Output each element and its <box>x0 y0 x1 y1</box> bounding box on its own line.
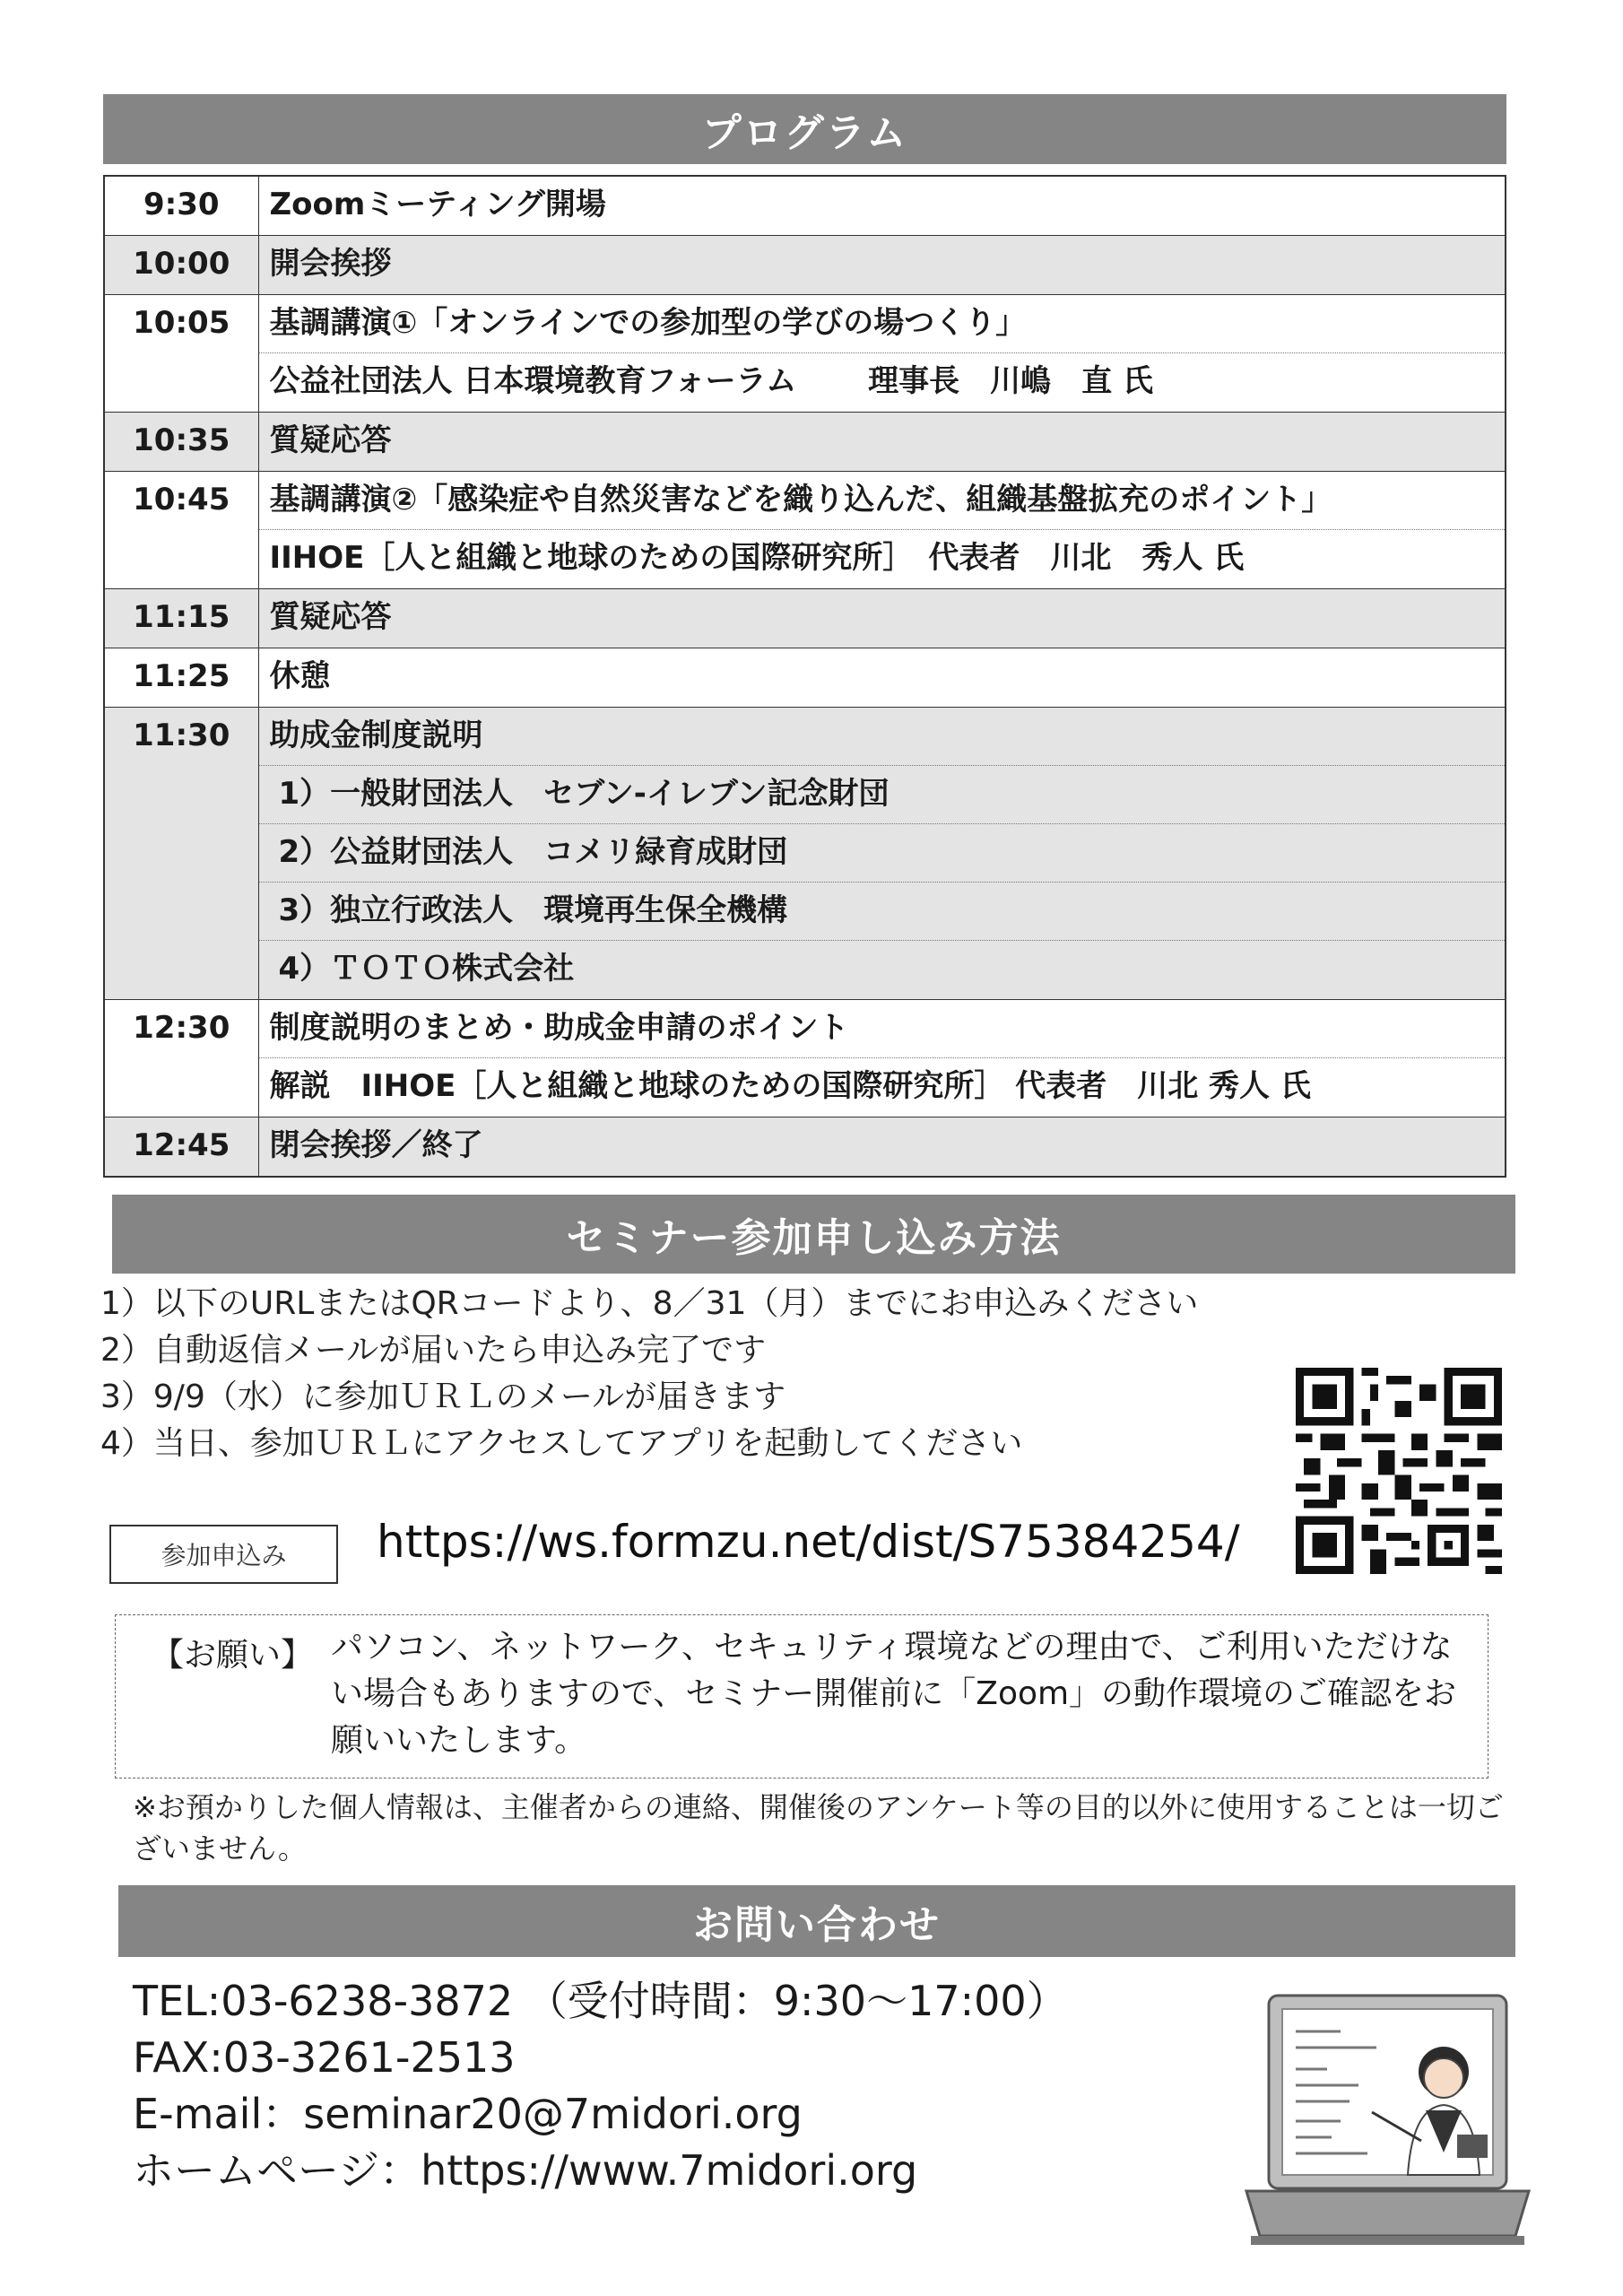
application-heading: セミナー参加申し込み方法 <box>112 1195 1515 1274</box>
program-time-text: 10:35 <box>133 422 230 458</box>
application-steps <box>100 1281 1198 1467</box>
program-row <box>104 648 1506 708</box>
program-table <box>103 175 1506 1178</box>
program-line: 助成金制度説明 <box>259 708 1506 766</box>
program-time-text: 9:30 <box>143 187 220 222</box>
contact-tel: TEL:03-6238-3872 （受付時間：9:30～17:00） <box>133 1977 1068 2025</box>
laptop-presenter-icon <box>1242 1987 1533 2251</box>
program-time-text: 11:30 <box>133 718 230 753</box>
contact-info <box>133 1973 1068 2199</box>
program-row <box>104 1000 1506 1118</box>
program-line: 1）一般財団法人 セブン‐イレブン記念財団 <box>259 766 1506 824</box>
program-row <box>104 1118 1506 1178</box>
apply-button[interactable]: 参加申込み <box>109 1525 338 1584</box>
program-description <box>258 413 1506 472</box>
program-time <box>104 472 258 589</box>
program-row <box>104 295 1506 413</box>
notice-box <box>115 1614 1488 1779</box>
program-line: 4）ＴＯＴＯ株式会社 <box>278 951 575 987</box>
program-row <box>104 708 1506 1000</box>
program-time <box>104 295 258 413</box>
program-description <box>258 708 1506 1000</box>
step-item: 4）当日、参加ＵＲＬにアクセスしてアプリを起動してください <box>100 1425 1023 1462</box>
program-time <box>104 1000 258 1118</box>
program-time-text: 10:00 <box>133 246 230 282</box>
program-description <box>258 295 1506 413</box>
program-heading: プログラム <box>103 94 1506 164</box>
program-description <box>258 472 1506 589</box>
contact-email[interactable]: E-mail：seminar20@7midori.org <box>133 2090 803 2138</box>
program-line: 基調講演①「オンラインでの参加型の学びの場つくり」 <box>259 295 1506 353</box>
program-line: 質疑応答 <box>269 422 392 458</box>
program-time <box>104 236 258 295</box>
program-line: 休憩 <box>269 658 331 694</box>
program-time-text: 12:30 <box>133 1010 230 1046</box>
program-row <box>104 176 1506 236</box>
program-line: 基調講演②「感染症や自然災害などを織り込んだ、組織基盤拡充のポイント」 <box>259 472 1506 530</box>
program-time <box>104 176 258 236</box>
program-time-text: 11:15 <box>133 599 230 635</box>
program-row <box>104 413 1506 472</box>
program-description <box>258 236 1506 295</box>
program-description <box>258 648 1506 708</box>
program-line: 制度説明のまとめ・助成金申請のポイント <box>259 1000 1506 1058</box>
qr-code-icon[interactable] <box>1296 1368 1502 1574</box>
program-time <box>104 1118 258 1178</box>
step-item: 2）自動返信メールが届いたら申込み完了です <box>100 1332 767 1369</box>
program-line: 閉会挨拶／終了 <box>269 1127 483 1163</box>
program-time <box>104 589 258 648</box>
privacy-note: ※お預かりした個人情報は、主催者からの連絡、開催後のアンケート等の目的以外に使用することは一切ございません。 <box>133 1790 1504 1866</box>
program-time-text: 12:45 <box>133 1127 230 1163</box>
notice-label: 【お願い】 <box>152 1637 314 1674</box>
program-line: 3）独立行政法人 環境再生保全機構 <box>259 883 1506 941</box>
program-row <box>104 472 1506 589</box>
program-time-text: 11:25 <box>133 658 230 694</box>
program-row <box>104 589 1506 648</box>
program-description <box>258 1118 1506 1178</box>
program-time <box>104 413 258 472</box>
program-line: Zoomミーティング開場 <box>269 187 606 222</box>
step-item: 3）9/9（水）に参加ＵＲＬのメールが届きます <box>100 1378 786 1415</box>
program-line: 質疑応答 <box>269 599 392 635</box>
program-time <box>104 708 258 1000</box>
program-time <box>104 648 258 708</box>
program-time-text: 10:45 <box>133 482 230 517</box>
program-line: IIHOE［人と組織と地球のための国際研究所］ 代表者 川北 秀人 氏 <box>269 540 1245 576</box>
notice-text: パソコン、ネットワーク、セキュリティ環境などの理由で、ご利用いただけない場合もありますので、セミナー開催前に「Zoom」の動作環境のご確認をお願いいたします。 <box>331 1629 1457 1759</box>
program-description <box>258 1000 1506 1118</box>
program-time-text: 10:05 <box>133 305 230 341</box>
contact-fax: FAX:03-3261-2513 <box>133 2033 516 2082</box>
step-item: 1）以下のURLまたはQRコードより、8／31（月）までにお申込みください <box>100 1285 1199 1322</box>
program-line: 解説 IIHOE［人と組織と地球のための国際研究所］ 代表者 川北 秀人 氏 <box>269 1068 1311 1104</box>
program-line: 公益社団法人 日本環境教育フォーラム 理事長 川嶋 直 氏 <box>269 363 1153 399</box>
apply-url-link[interactable]: https://ws.formzu.net/dist/S75384254/ <box>377 1516 1240 1568</box>
program-description <box>258 176 1506 236</box>
contact-heading: お問い合わせ <box>118 1885 1515 1957</box>
program-description <box>258 589 1506 648</box>
program-line: 開会挨拶 <box>269 246 392 282</box>
program-line: 2）公益財団法人 コメリ緑育成財団 <box>259 824 1506 883</box>
program-row <box>104 236 1506 295</box>
contact-homepage[interactable]: ホームページ：https://www.7midori.org <box>133 2146 918 2195</box>
